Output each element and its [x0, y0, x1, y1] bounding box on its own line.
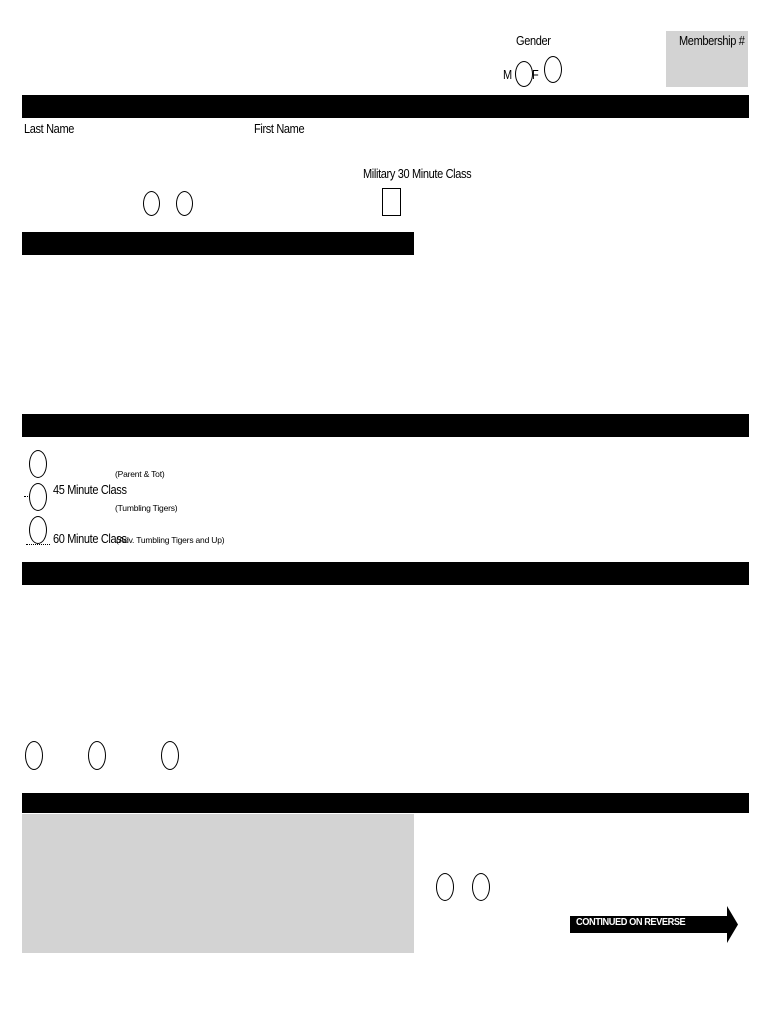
- last-name-label: Last Name: [24, 122, 75, 136]
- minute60-label: 60 Minute Class: [53, 532, 127, 546]
- option-radio-a[interactable]: [25, 741, 43, 770]
- option-radio-no[interactable]: [472, 873, 490, 901]
- gender-f-label: F: [532, 68, 539, 82]
- dotted-mark: [24, 496, 30, 497]
- gender-f-radio[interactable]: [544, 56, 562, 83]
- class-radio-parent-tot[interactable]: [29, 450, 47, 478]
- option-radio-yes[interactable]: [436, 873, 454, 901]
- gender-label: Gender: [516, 34, 551, 48]
- section-bar-2: [22, 232, 414, 255]
- minute45-label: 45 Minute Class: [53, 483, 127, 497]
- gender-m-label: M: [503, 68, 512, 82]
- membership-label: Membership #: [679, 34, 745, 48]
- military-class-label: Military 30 Minute Class: [363, 167, 472, 181]
- class-radio-45[interactable]: [29, 483, 47, 511]
- option-radio-b[interactable]: [88, 741, 106, 770]
- shaded-box[interactable]: [22, 814, 414, 953]
- parent-tot-label: (Parent & Tot): [115, 469, 165, 479]
- option-radio-1[interactable]: [143, 191, 160, 216]
- gender-m-radio[interactable]: [515, 61, 533, 87]
- continued-label: CONTINUED ON REVERSE: [576, 916, 686, 928]
- section-bar-5: [22, 793, 749, 813]
- class-radio-60[interactable]: [29, 516, 47, 544]
- option-radio-2[interactable]: [176, 191, 193, 216]
- tumbling-tigers-label: (Tumbling Tigers): [115, 503, 178, 513]
- first-name-label: First Name: [254, 122, 305, 136]
- military-class-checkbox[interactable]: [382, 188, 401, 216]
- section-bar-4: [22, 562, 749, 585]
- section-bar-3: [22, 414, 749, 437]
- section-bar-1: [22, 95, 749, 118]
- dotted-underline: [26, 544, 50, 545]
- adv-tumbling-label: (Adv. Tumbling Tigers and Up): [116, 535, 225, 545]
- option-radio-c[interactable]: [161, 741, 179, 770]
